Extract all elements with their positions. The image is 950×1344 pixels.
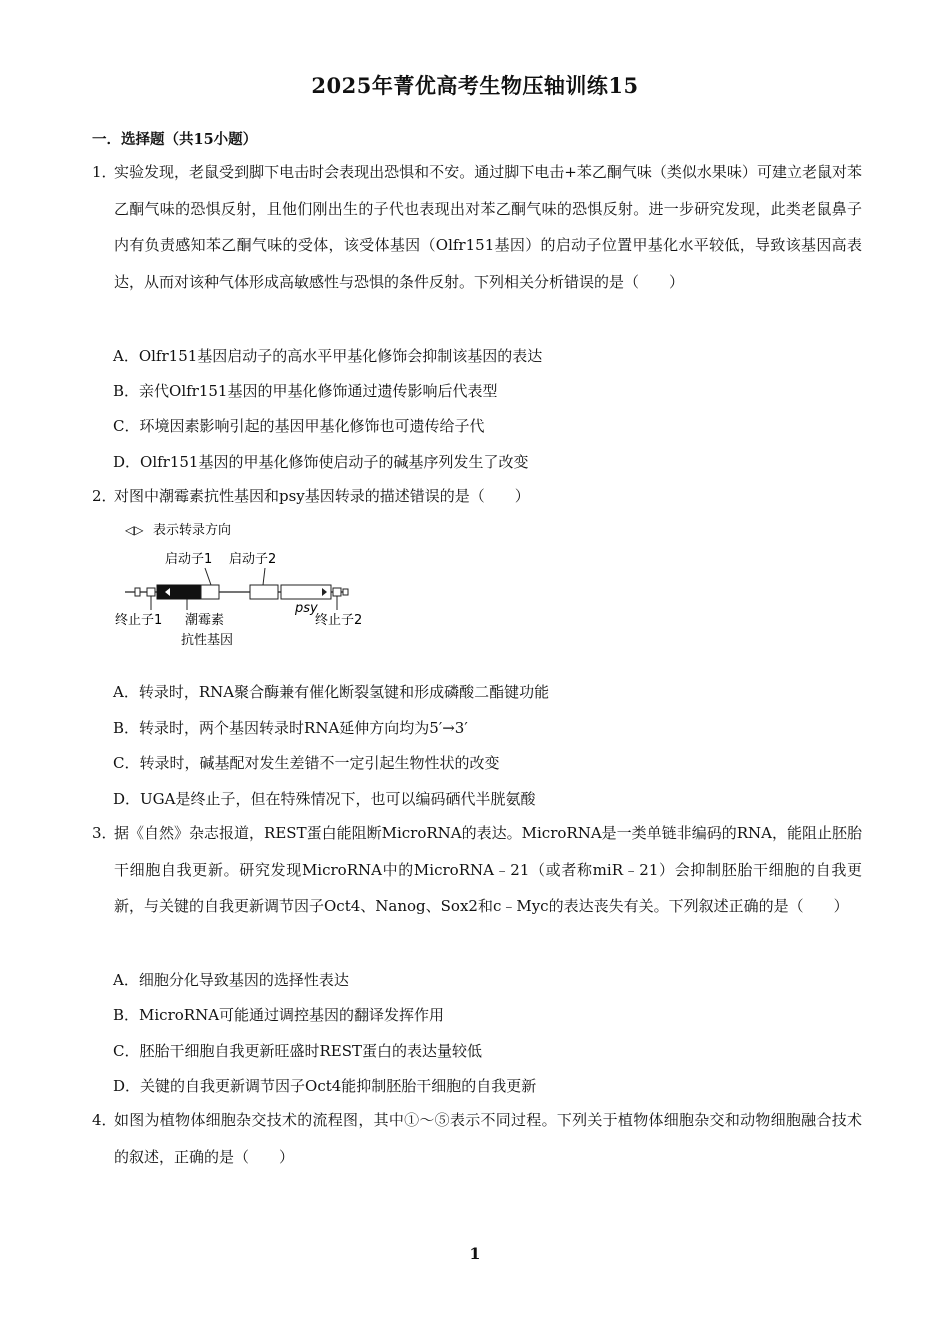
question-3 — [92, 815, 862, 925]
terminator-2-box — [343, 589, 348, 595]
option-c: C．胚胎干细胞自我更新旺盛时REST蛋白的表达量较低 — [113, 1042, 483, 1060]
psy-label: psy — [295, 601, 318, 616]
question-text: 据《自然》杂志报道，REST蛋白能阻断MicroRNA的表达。MicroRNA是一类单链非编码的RNA，能阻止胚胎干细胞自我更新。研究发现MicroRNA中的MicroRNA﹣21（或者称miR﹣21）会抑制胚胎干细胞的自我更新，与关键的自我更新调节因子Oct4、Nanog、Sox2和c﹣Myc的表达丧失有关。下列叙述正确的是（ ） — [114, 824, 862, 915]
option-c: C．环境因素影响引起的基因甲基化修饰也可遗传给子代 — [113, 417, 485, 435]
question-number: 1． — [92, 163, 117, 181]
question-number: 4． — [92, 1111, 117, 1129]
terminator-2-box — [333, 588, 341, 596]
question-number: 3． — [92, 824, 117, 842]
document-title: 2025年菁优高考生物压轴训练15 — [311, 73, 639, 98]
question-number: 2． — [92, 487, 117, 505]
page-number: 1 — [469, 1244, 481, 1263]
promoter-2-pointer — [263, 568, 265, 585]
option-d: D．关键的自我更新调节因子Oct4能抑制胚胎干细胞的自我更新 — [113, 1077, 537, 1095]
question-text: 对图中潮霉素抗性基因和psy基因转录的描述错误的是（ ） — [114, 487, 530, 505]
promoter-1-label: 启动子1 — [165, 552, 213, 567]
option-d: D．UGA是终止子，但在特殊情况下，也可以编码硒代半胱氨酸 — [113, 790, 536, 808]
section-heading: 一．选择题（共15小题） — [92, 131, 258, 148]
promoter-2-label: 启动子2 — [229, 552, 277, 567]
option-b: B．MicroRNA可能通过调控基因的翻译发挥作用 — [113, 1006, 445, 1024]
legend-label: 表示转录方向 — [153, 523, 232, 538]
legend-symbol: ◁▷ — [125, 523, 144, 537]
question-4 — [92, 1102, 862, 1175]
option-b: B．转录时，两个基因转录时RNA延伸方向均为5′→3′ — [113, 719, 468, 737]
promoter-1-pointer — [205, 568, 211, 585]
option-d: D．Olfr151基因的甲基化修饰使启动子的碱基序列发生了改变 — [113, 453, 529, 471]
gene-diagram — [115, 518, 385, 658]
promoter-2-box — [250, 585, 278, 599]
option-c: C．转录时，碱基配对发生差错不一定引起生物性状的改变 — [113, 754, 500, 772]
hygromycin-gene — [157, 585, 200, 599]
option-a: A．转录时，RNA聚合酶兼有催化断裂氢键和形成磷酸二酯键功能 — [113, 683, 550, 701]
terminator-1-box — [147, 588, 155, 596]
option-a: A．细胞分化导致基因的选择性表达 — [113, 971, 349, 989]
question-text: 如图为植物体细胞杂交技术的流程图，其中①～⑤表示不同过程。下列关于植物体细胞杂交和动物细胞融合技术的叙述，正确的是（ ） — [114, 1111, 862, 1166]
hygromycin-label-line1: 潮霉素 — [185, 613, 225, 628]
option-a: A．Olfr151基因启动子的高水平甲基化修饰会抑制该基因的表达 — [113, 347, 543, 365]
question-1 — [92, 154, 862, 300]
promoter-1-box — [201, 585, 219, 599]
question-text: 实验发现，老鼠受到脚下电击时会表现出恐惧和不安。通过脚下电击+苯乙酮气味（类似水果味）可建立老鼠对苯乙酮气味的恐惧反射，且他们刚出生的子代也表现出对苯乙酮气味的恐惧反射。进一步研究发现，此类老鼠鼻子内有负责感知苯乙酮气味的受体，该受体基因（Olfr151基因）的启动子位置甲基化水平较低，导致该基因高表达，从而对该种气体形成高敏感性与恐惧的条件反射。下列相关分析错误的是（ ） — [114, 163, 862, 291]
question-2 — [92, 478, 862, 515]
terminator-1-box — [135, 588, 140, 596]
terminator-1-label: 终止子1 — [115, 613, 163, 628]
hygromycin-label-line2: 抗性基因 — [181, 633, 234, 648]
terminator-2-label: 终止子2 — [315, 613, 363, 628]
option-b: B．亲代Olfr151基因的甲基化修饰通过遗传影响后代表型 — [113, 382, 498, 400]
